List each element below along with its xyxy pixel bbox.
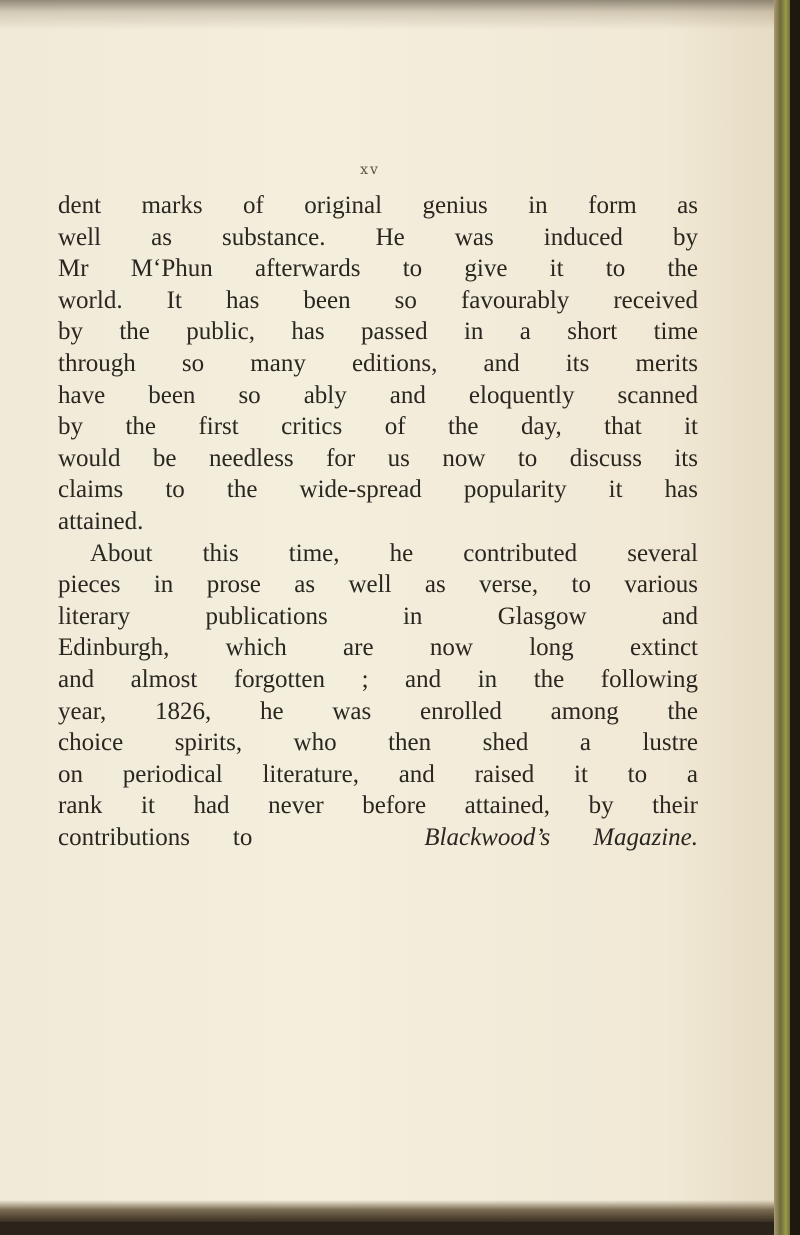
paragraph-1 (58, 190, 698, 538)
text-line: About this time, he contributed several (90, 539, 698, 567)
page-number: xv (360, 162, 380, 178)
text-line: through so many editions, and its merits (58, 349, 698, 377)
text-line: well as substance. He was induced by (58, 223, 698, 251)
text-line: Mr M‘Phun afterwards to give it to the (58, 255, 698, 283)
text-line-final (58, 822, 698, 854)
page-top-shadow (0, 0, 782, 30)
text-line: would be needless for us now to discuss its (58, 444, 698, 472)
book-cover-edge (790, 0, 800, 1235)
text-line: Edinburgh, which are now long extinct (58, 634, 698, 662)
final-line-prefix: contributions to (58, 823, 253, 851)
text-line: by the first critics of the day, that it (58, 413, 698, 441)
text-line: dent marks of original genius in form as (58, 192, 698, 219)
page-bottom-edge (0, 1200, 782, 1222)
text-line: pieces in prose as well as verse, to various (58, 571, 698, 599)
text-line: claims to the wide-spread popularity it has (58, 476, 698, 504)
text-line: on periodical literature, and raised it to a (58, 760, 698, 788)
text-line: rank it had never before attained, by their (58, 792, 698, 820)
text-line: world. It has been so favourably received (58, 286, 698, 314)
text-line: attained. (58, 507, 144, 535)
text-line: have been so ably and eloquently scanned (58, 381, 698, 409)
text-line: year, 1826, he was enrolled among the (58, 697, 698, 725)
magazine-title: Blackwood’s Magazine. (424, 823, 699, 851)
text-line: and almost forgotten ; and in the following (58, 665, 698, 693)
text-line: literary publications in Glasgow and (58, 602, 698, 630)
text-line: choice spirits, who then shed a lustre (58, 729, 698, 757)
paragraph-2 (58, 538, 698, 854)
body-text (58, 190, 698, 853)
text-line: by the public, has passed in a short time (58, 318, 698, 346)
